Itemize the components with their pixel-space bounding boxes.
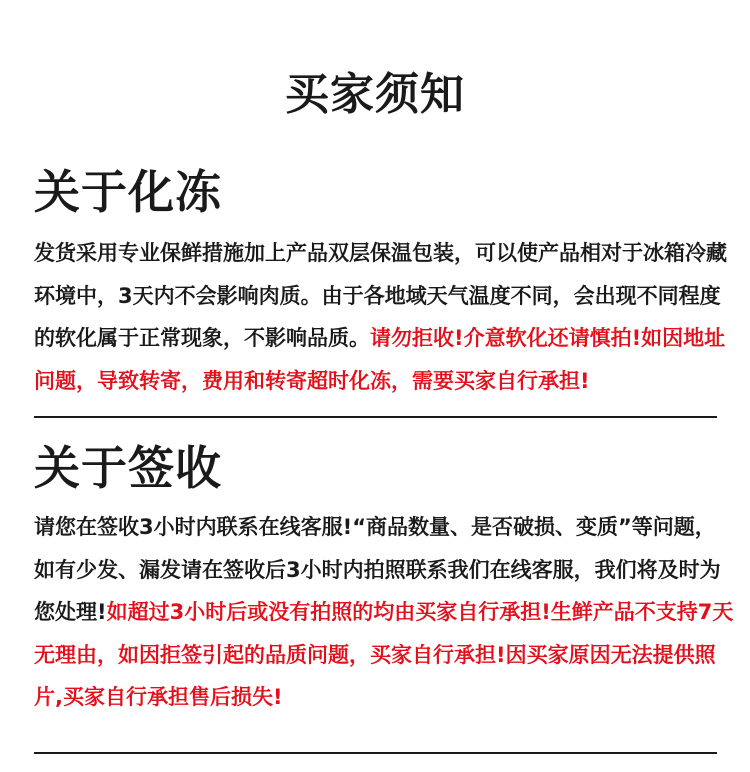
signing-warning-text: 如超过3小时后或没有拍照的均由买家自行承担!生鲜产品不支持7天无理由，如因拒签引起的品质问题，买家自行承担!因买家原因无法提供照片,买家自行承担售后损失! [34, 600, 734, 710]
signing-normal-text: 请您在签收3小时内联系在线客服!“商品数量、是否破损、变质”等问题，如有少发、漏发请在签收后3小时内拍照联系我们在线客服，我们将及时为您处理! [34, 515, 721, 625]
thaw-normal-text: 发货采用专业保鲜措施加上产品双层保温包装，可以使产品相对于冰箱冷藏环境中，3天内不会影响肉质。由于各地域天气温度不同，会出现不同程度的软化属于正常现象，不影响品质。 [34, 241, 727, 351]
section-thaw-notice [34, 162, 734, 402]
page-title: 买家须知 [285, 69, 465, 121]
section-divider [34, 416, 717, 418]
section-body-signing [34, 506, 734, 719]
section-heading-signing: 关于签收 [34, 441, 222, 495]
section-body-thaw [34, 232, 734, 402]
section-heading-thaw: 关于化冻 [34, 165, 222, 219]
section-divider [34, 752, 717, 754]
section-signing-notice [34, 438, 734, 719]
thaw-warning-text: 请勿拒收!介意软化还请慎拍!如因地址问题，导致转寄，费用和转寄超时化冻，需要买家自行承担! [34, 326, 726, 393]
